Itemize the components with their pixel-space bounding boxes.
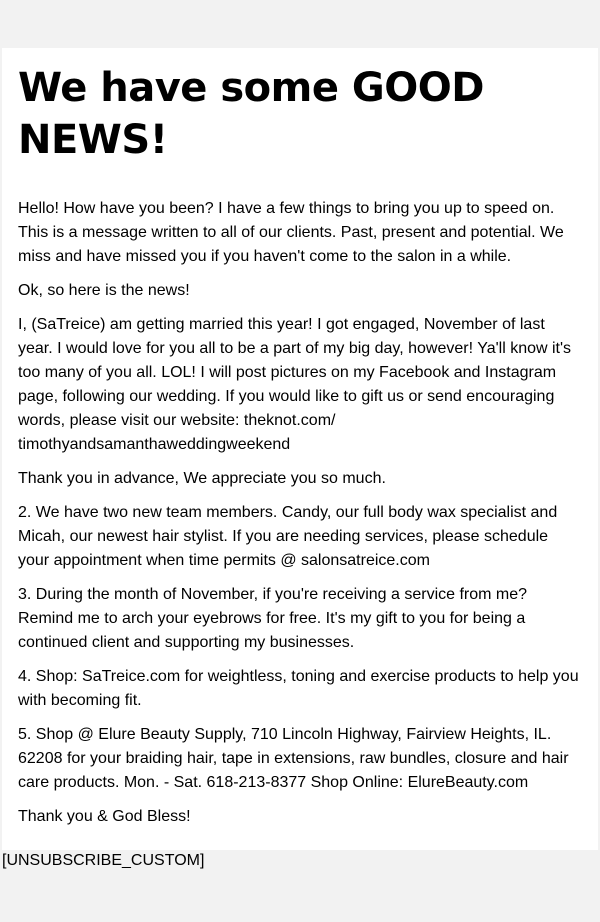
paragraph-thanks: Thank you in advance, We appreciate you so much.	[18, 470, 386, 487]
unsubscribe-link[interactable]: [UNSUBSCRIBE_CUSTOM]	[2, 852, 205, 869]
paragraph-closing: Thank you & God Bless!	[18, 808, 191, 825]
paragraph-shop-satreice: 4. Shop: SaTreice.com for weightless, toning and exercise products to help you with becoming fit.	[18, 668, 579, 709]
paragraph-news-intro: Ok, so here is the news!	[18, 282, 190, 299]
paragraph-shop-elure: 5. Shop @ Elure Beauty Supply, 710 Lincoln Highway, Fairview Heights, IL. 62208 for your braiding hair, tape in extensions, raw bundles, closure and hair care products. Mon. - Sat. 618-213-8377 Shop Online: ElureBeauty.com	[18, 726, 569, 791]
email-body	[2, 48, 598, 850]
message-content	[18, 197, 582, 829]
paragraph-team-members: 2. We have two new team members. Candy, our full body wax specialist and Micah, our newest hair stylist. If you are needing services, please schedule your appointment when time permits @ salonsatreice.com	[18, 504, 558, 569]
paragraph-eyebrows: 3. During the month of November, if you're receiving a service from me? Remind me to arch your eyebrows for free. It's my gift to you for being a continued client and supporting my businesses.	[18, 586, 528, 651]
paragraph-wedding: I, (SaTreice) am getting married this year! I got engaged, November of last year. I would love for you all to be a part of my big day, however! Ya'll know it's too many of you all. LOL! I will post pictures on my Facebook and Instagram page, following our wedding. If you would like to gift us or send encouraging words, please visit our website: theknot.com/ timothyandsamanthaweddingweekend	[18, 316, 572, 453]
headline: We have some GOOD NEWS!	[18, 65, 484, 163]
paragraph-greeting: Hello! How have you been? I have a few things to bring you up to speed on. This is a message written to all of our clients. Past, present and potential. We miss and have missed you if you haven't come to the salon in a while.	[18, 200, 564, 265]
